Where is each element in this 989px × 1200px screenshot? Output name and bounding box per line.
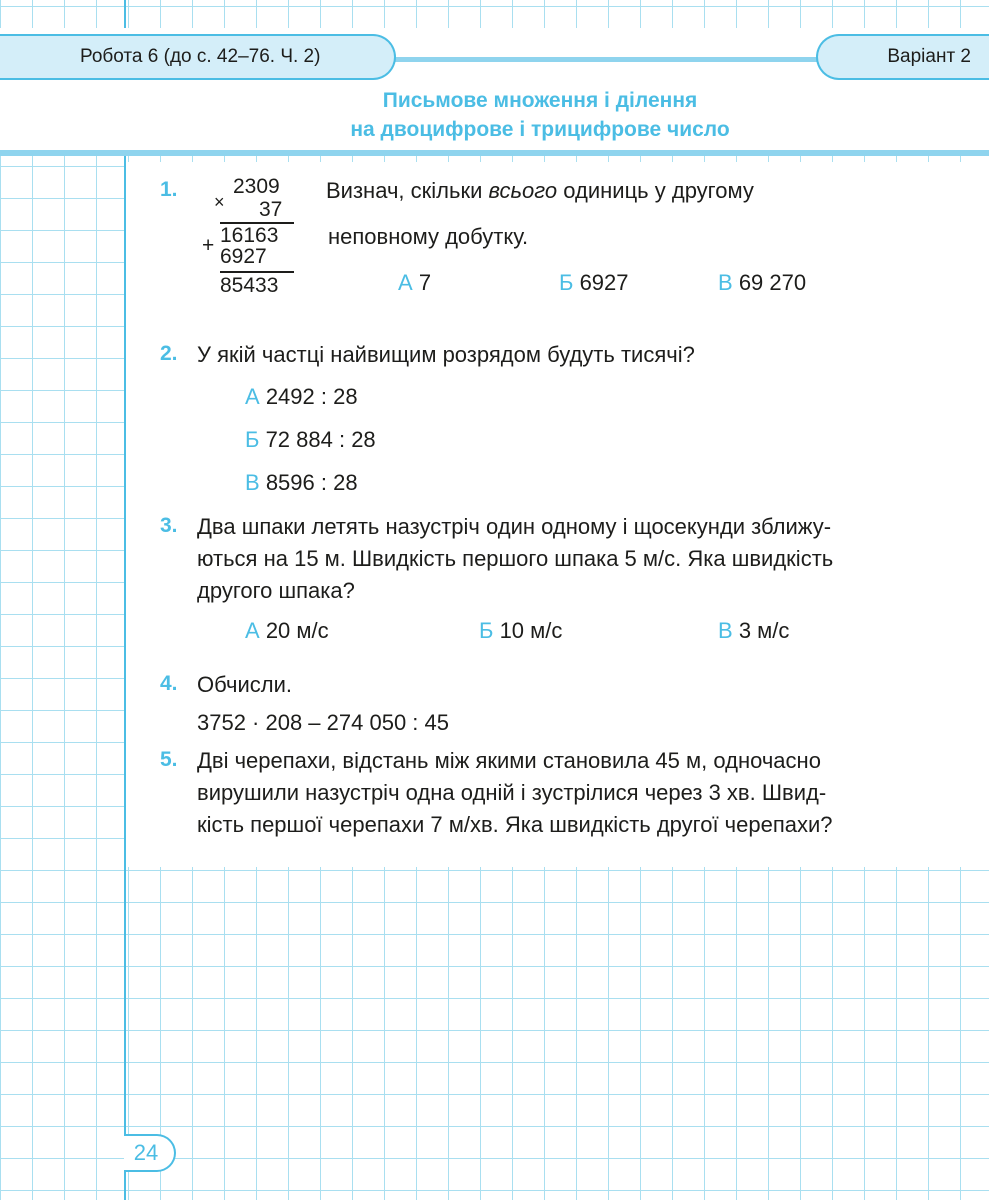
multiplier: 37 <box>259 198 283 221</box>
task-text-line: Два шпаки летять назустріч один одному і щосекунди зближу- <box>197 514 832 539</box>
option-letter: В <box>718 618 733 643</box>
work-label-pill <box>0 34 396 80</box>
page-title <box>300 86 780 144</box>
option-letter: Б <box>245 427 260 452</box>
partial-product-1: 16163 <box>220 224 279 247</box>
task-number: 1. <box>160 178 178 201</box>
option-value: 2492 : 28 <box>265 384 358 409</box>
answer-option-b[interactable] <box>559 270 629 296</box>
calc-rule <box>220 271 294 273</box>
title-line-1: Письмове множення і ділення <box>382 89 698 112</box>
title-line-2: на двоцифрове і трицифрове число <box>350 118 730 141</box>
option-letter: Б <box>479 618 494 643</box>
task-text-part: Визнач, скільки <box>326 178 489 203</box>
task-text-line: вирушили назустріч одна одній і зустрілися через 3 хв. Швид- <box>197 780 827 805</box>
task-text: У якій частці найвищим розрядом будуть тисячі? <box>197 342 695 367</box>
work-label: Робота 6 (до с. 42–76. Ч. 2) <box>80 46 321 67</box>
option-letter: А <box>245 384 260 409</box>
option-letter: В <box>718 270 733 295</box>
variant-label: Варіант 2 <box>887 46 971 67</box>
answer-option-a[interactable] <box>245 618 329 644</box>
answer-option-b[interactable] <box>479 618 562 644</box>
answer-option-v[interactable] <box>718 618 789 644</box>
task-text: Обчисли. <box>197 672 292 697</box>
variant-pill <box>816 34 989 80</box>
option-letter: В <box>245 470 260 495</box>
answer-option-a[interactable] <box>398 270 431 296</box>
option-letter: А <box>398 270 413 295</box>
option-value: 10 м/с <box>499 618 563 643</box>
option-value: 72 884 : 28 <box>265 427 376 452</box>
option-value: 69 270 <box>738 270 807 295</box>
task-text-line: другого шпака? <box>197 578 355 603</box>
option-value: 8596 : 28 <box>265 470 358 495</box>
answer-option-v[interactable] <box>718 270 806 296</box>
answer-option-v[interactable] <box>245 470 358 496</box>
multiplicand: 2309 <box>233 175 280 198</box>
product-result: 85433 <box>220 274 279 297</box>
plus-sign: + <box>202 234 215 257</box>
task-text-part: одиниць у другому <box>557 178 754 203</box>
task-text-line: кість першої черепахи 7 м/хв. Яка швидкість другої черепахи? <box>197 812 833 837</box>
answer-option-b[interactable] <box>245 427 376 453</box>
page-number-tab <box>124 1134 176 1172</box>
partial-product-2: 6927 <box>220 245 267 268</box>
option-letter: А <box>245 618 260 643</box>
option-value: 3 м/с <box>738 618 790 643</box>
page-number: 24 <box>133 1140 159 1165</box>
option-value: 7 <box>418 270 432 295</box>
task-text-emphasis: всього <box>488 178 558 203</box>
multiply-sign: × <box>214 192 225 212</box>
option-letter: Б <box>559 270 574 295</box>
task-number: 4. <box>160 672 178 695</box>
answer-option-a[interactable] <box>245 384 358 410</box>
task-number: 5. <box>160 748 178 771</box>
task-text-line: Дві черепахи, відстань між якими становила 45 м, одночасно <box>197 748 821 773</box>
option-value: 6927 <box>579 270 629 295</box>
math-expression: 3752 · 208 – 274 050 : 45 <box>197 710 449 735</box>
task-text-line: ються на 15 м. Швидкість першого шпака 5 м/с. Яка швидкість <box>197 546 834 571</box>
header-rule-bottom <box>0 150 989 156</box>
task-text <box>326 174 754 208</box>
task-number: 3. <box>160 514 178 537</box>
task-number: 2. <box>160 342 178 365</box>
task-text-line: неповному добутку. <box>328 224 529 249</box>
option-value: 20 м/с <box>265 618 329 643</box>
